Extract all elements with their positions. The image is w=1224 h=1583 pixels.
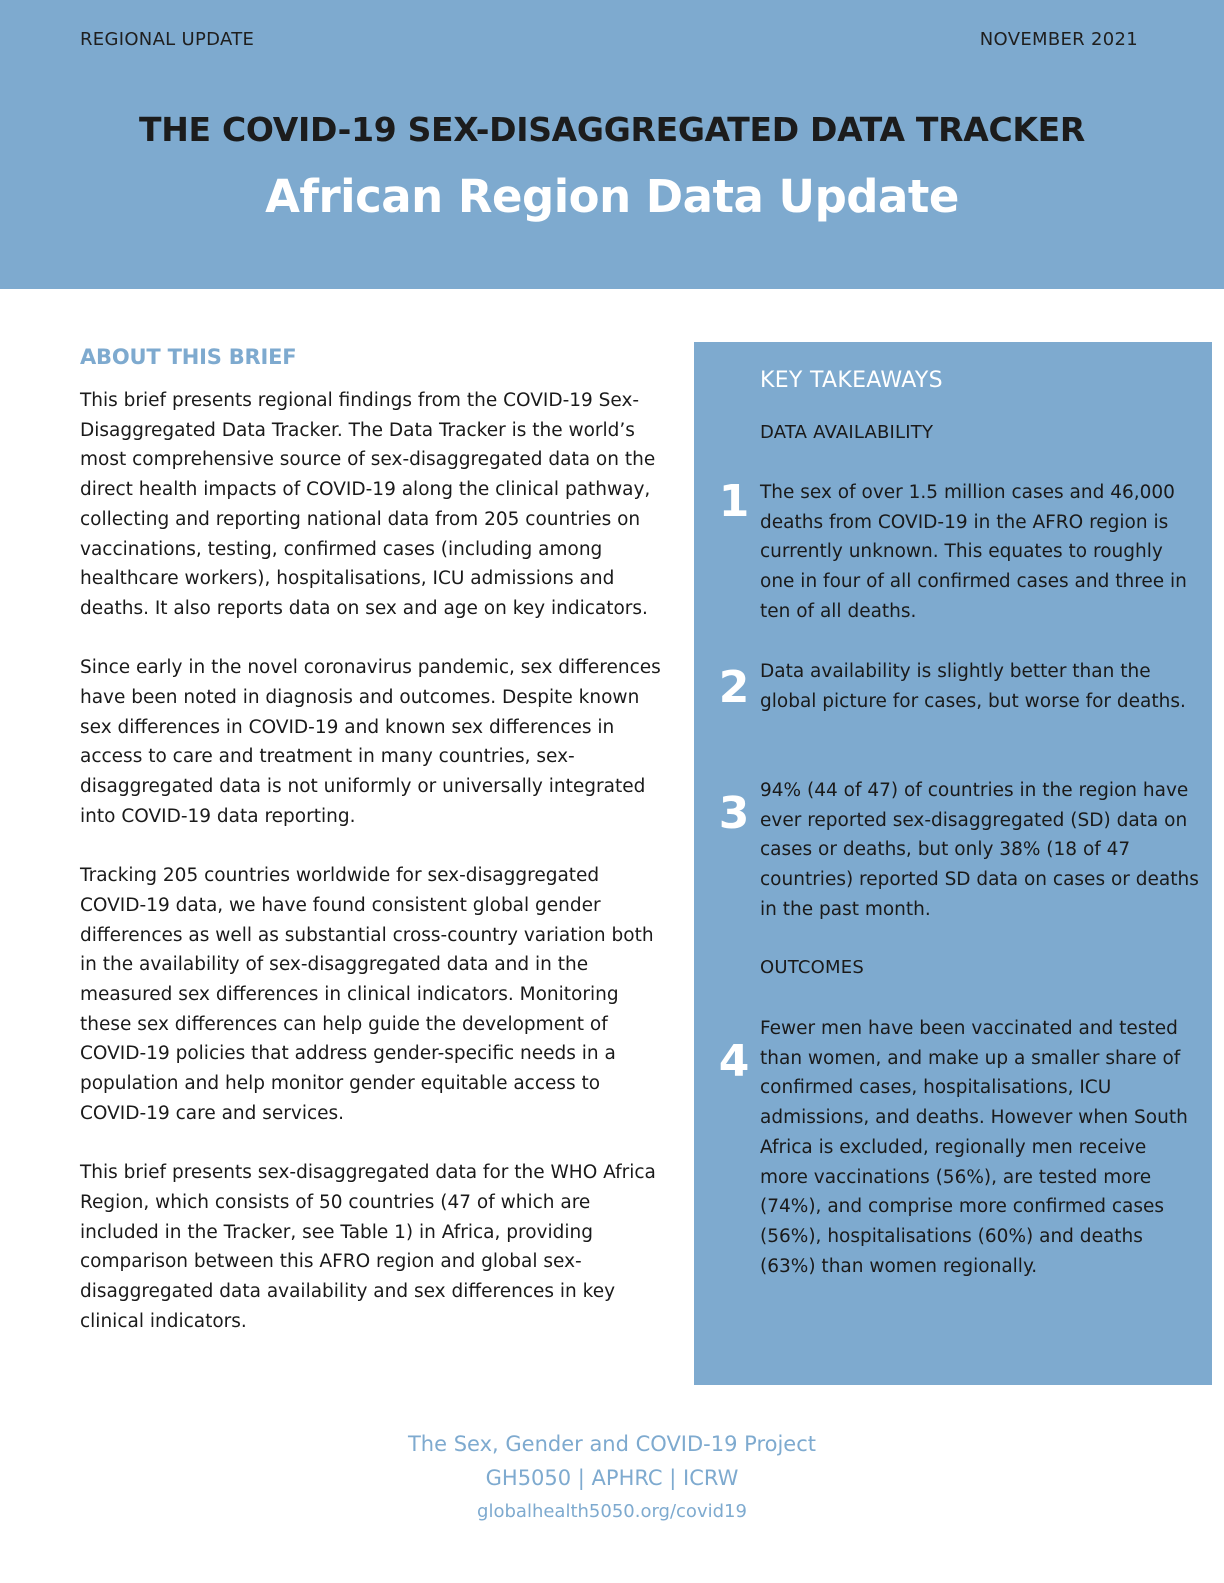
page-subtitle: African Region Data Update (265, 170, 959, 223)
header-banner (0, 0, 1224, 289)
about-paragraph: This brief presents sex-disaggregated data for the WHO Africa Region, which consists of 50 countries (47 of which are included in the Tracker, see Table 1) in Africa, providing comparison between this AFRO region and global sex-disaggregated data availability and sex differences in key clinical indicators. (80, 1162, 656, 1332)
takeaway-text: 94% (44 of 47) of countries in the region have ever reported sex-disaggregated (SD) data on cases or deaths, but only 38% (18 of 47 countries) reported SD data on cases or deaths in the past month. (760, 780, 1199, 920)
footer-project-name: The Sex, Gender and COVID-19 Project (407, 1432, 816, 1456)
report-date-label: NOVEMBER 2021 (979, 29, 1138, 50)
data-availability-heading: DATA AVAILABILITY (760, 422, 934, 443)
takeaway-text: The sex of over 1.5 million cases and 46,000 deaths from COVID-19 in the AFRO region is currently unknown. This equates to roughly one in four of all confirmed cases and three in ten of all deaths. (760, 482, 1187, 622)
footer-website-link[interactable]: globalhealth5050.org/covid19 (477, 1501, 747, 1522)
about-paragraph: Since early in the novel coronavirus pandemic, sex differences have been noted in diagnosis and outcomes. Despite known sex differences in COVID-19 and known sex differences in access to care and treatment in many countries, sex-disaggregated data is not uniformly or universally integrated into COVID-19 data reporting. (80, 657, 661, 827)
about-paragraph: Tracking 205 countries worldwide for sex-disaggregated COVID-19 data, we have found consistent global gender differences as well as substantial cross-country variation both in the availability of sex-disaggregated data and in the measured sex differences in clinical indicators. Monitoring these sex differences can help guide the development of COVID-19 policies that address gender-specific needs in a population and help monitor gender equitable access to COVID-19 care and services. (80, 865, 654, 1124)
footer-partners: GH5050 | APHRC | ICRW (485, 1466, 739, 1490)
takeaway-number: 1 (718, 476, 750, 527)
takeaway-text: Fewer men have been vaccinated and tested than women, and make up a smaller share of confirmed cases, hospitalisations, ICU admissions, and deaths. However when South Africa is excluded, regionally men receive more vaccinations (56%), are tested more (74%), and comprise more confirmed cases (56%), hospitalisations (60%) and deaths (63%) than women regionally. (760, 1018, 1188, 1277)
outcomes-heading: OUTCOMES (760, 957, 864, 978)
takeaway-number: 2 (718, 662, 750, 713)
about-section (80, 342, 670, 1366)
report-type-label: REGIONAL UPDATE (80, 29, 255, 50)
page-title: THE COVID-19 SEX-DISAGGREGATED DATA TRACKER (139, 110, 1085, 149)
key-takeaways-heading: KEY TAKEAWAYS (760, 368, 943, 393)
about-paragraph: This brief presents regional findings from the COVID-19 Sex-Disaggregated Data Tracker. The Data Tracker is the world’s most comprehensive source of sex-disaggregated data on the direct health impacts of COVID-19 along the clinical pathway, collecting and reporting national data from 205 countries on vaccinations, testing, confirmed cases (including among healthcare workers), hospitalisations, ICU admissions and deaths. It also reports data on sex and age on key indicators. (80, 390, 656, 619)
key-takeaways-panel (694, 342, 1212, 1385)
about-heading: ABOUT THIS BRIEF (80, 345, 297, 369)
takeaway-text: Data availability is slightly better than the global picture for cases, but worse for deaths. (760, 661, 1186, 712)
takeaway-number: 4 (718, 1036, 750, 1087)
takeaway-number: 3 (718, 788, 750, 839)
